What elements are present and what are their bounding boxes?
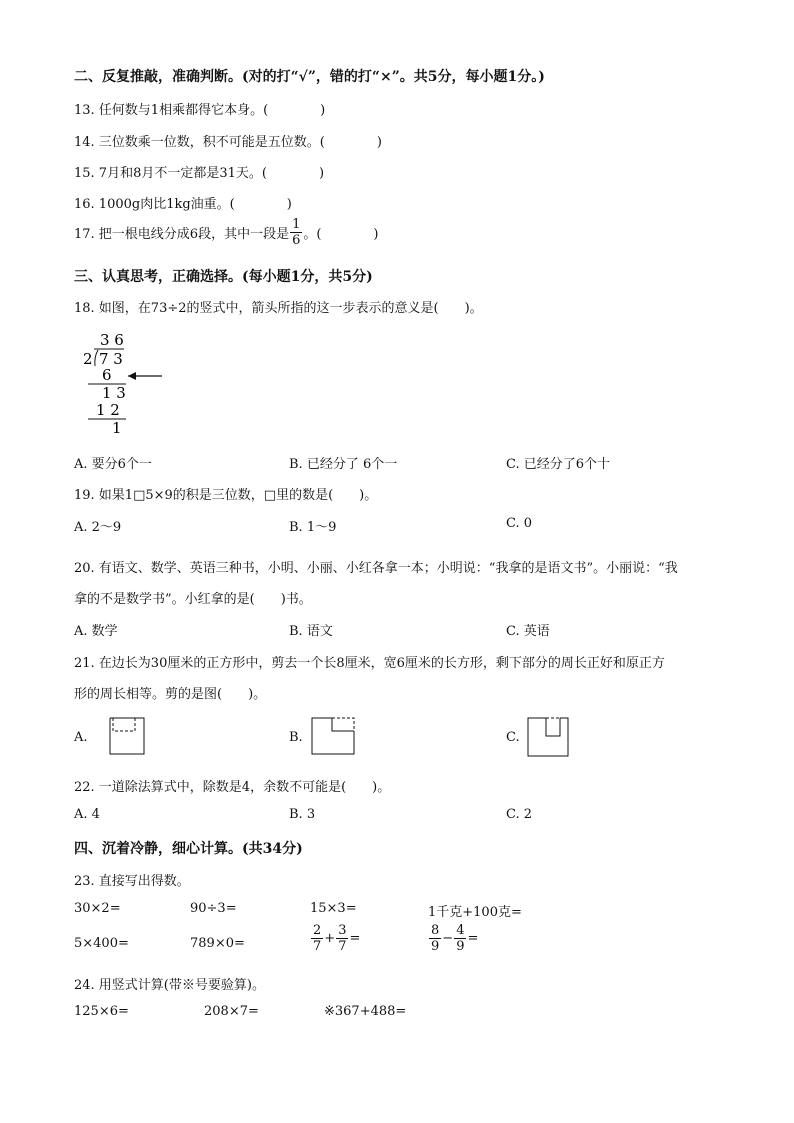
calc-789x0: 789×0=: [190, 936, 245, 951]
fraction: [311, 924, 323, 953]
q20-option-a: A. 数学: [74, 624, 118, 639]
fraction: [336, 924, 348, 953]
division-remainder: 1: [112, 419, 122, 437]
fraction-numerator: 1: [292, 217, 301, 232]
section3-title: 三、认真思考，正确选择。(每小题1分，共5分): [74, 269, 373, 285]
question-14: 14. 三位数乘一位数，积不可能是五位数。( ): [74, 135, 382, 150]
denominator: 7: [313, 939, 322, 954]
question-21-line2: 形的周长相等。剪的是图( )。: [74, 687, 267, 702]
division-divisor: 2: [83, 350, 93, 368]
cut-rect-dashed: [113, 718, 135, 731]
q20-option-c: C. 英语: [506, 624, 550, 639]
denominator: 9: [456, 939, 465, 954]
q18-option-b: B. 已经分了 6个一: [289, 457, 398, 472]
calc-367plus488: ※367+488=: [324, 1004, 407, 1019]
calc-90div3: 90÷3=: [190, 901, 237, 916]
arrow-head-icon: [128, 372, 136, 380]
section2-title: 二、反复推敲，准确判断。(对的打“√”，错的打“×”。共5分，每小题1分。): [74, 69, 545, 85]
numerator: 4: [456, 923, 465, 938]
q21-figure-c: [526, 716, 572, 758]
square-outline: [110, 718, 144, 754]
q21-option-b-label: B.: [289, 730, 303, 745]
numerator: 2: [313, 923, 322, 938]
question-13: 13. 任何数与1相乘都得它本身。( ): [74, 103, 326, 118]
long-division-figure: [72, 328, 172, 440]
calc-fraction-sub: [428, 924, 478, 953]
plus-sign: +: [324, 931, 336, 946]
question-16: 16. 1000g肉比1kg油重。( ): [74, 197, 292, 212]
cut-notch: [546, 718, 560, 736]
minus-sign: −: [442, 931, 454, 946]
calc-208x7: 208×7=: [204, 1004, 259, 1019]
question-19: 19. 如果1□5×9的积是三位数，□里的数是( )。: [74, 488, 378, 503]
q19-option-c: C. 0: [506, 516, 533, 531]
q22-option-a: A. 4: [74, 807, 100, 822]
denominator: 7: [338, 939, 347, 954]
square-outline: [312, 718, 354, 754]
q17-answer-blank: 。( ): [303, 227, 379, 242]
question-18: 18. 如图，在73÷2的竖式中，箭头所指的这一步表示的意义是( )。: [74, 301, 483, 316]
q18-option-a: A. 要分6个一: [74, 457, 152, 472]
calc-5x400: 5×400=: [74, 936, 129, 951]
division-step-12: 1 2: [96, 401, 120, 419]
question-22: 22. 一道除法算式中，除数是4，余数不可能是( )。: [74, 780, 391, 795]
question-20-line2: 拿的不是数学书”。小红拿的是( )书。: [74, 592, 312, 607]
q21-figure-a: [100, 716, 146, 756]
fraction: [454, 924, 466, 953]
division-quotient: 3 6: [100, 331, 124, 349]
q19-option-b: B. 1～9: [289, 520, 337, 535]
equals-sign: =: [467, 931, 479, 946]
q19-option-a: A. 2～9: [74, 520, 122, 535]
division-step-6: 6: [102, 366, 112, 384]
calc-15x3: 15×3=: [310, 901, 357, 916]
q21-option-a-label: A.: [74, 730, 88, 745]
fraction: [429, 924, 441, 953]
calc-kg-g: 1千克+100克=: [428, 905, 522, 920]
denominator: 9: [431, 939, 440, 954]
q22-option-b: B. 3: [289, 807, 316, 822]
q21-option-c-label: C.: [506, 730, 520, 745]
question-17: [74, 218, 379, 247]
division-bracket: [95, 350, 98, 366]
q18-option-c: C. 已经分了6个十: [506, 457, 611, 472]
calc-30x2: 30×2=: [74, 901, 121, 916]
q22-option-c: C. 2: [506, 807, 533, 822]
question-21-line1: 21. 在边长为30厘米的正方形中，剪去一个长8厘米，宽6厘米的长方形，剩下部分的周长正好和原正方: [74, 656, 665, 671]
numerator: 3: [338, 923, 347, 938]
q17-text: 17. 把一根电线分成6段，其中一段是: [74, 227, 290, 242]
question-24: 24. 用竖式计算(带※号要验算)。: [74, 978, 265, 993]
calc-125x6: 125×6=: [74, 1004, 129, 1019]
cut-rect-dashed: [332, 718, 354, 731]
section4-title: 四、沉着冷静，细心计算。(共34分): [74, 841, 303, 857]
fraction-denominator: 6: [292, 233, 301, 248]
calc-fraction-add: [310, 924, 360, 953]
square-outline: [528, 718, 568, 756]
division-dividend: 7 3: [99, 350, 123, 368]
numerator: 8: [431, 923, 440, 938]
division-step-13: 1 3: [102, 384, 126, 402]
q21-figure-b: [306, 716, 356, 756]
question-15: 15. 7月和8月不一定都是31天。( ): [74, 166, 325, 181]
equals-sign: =: [349, 931, 361, 946]
q20-option-b: B. 语文: [289, 624, 333, 639]
question-23: 23. 直接写出得数。: [74, 874, 190, 889]
cut-corner: [332, 718, 354, 731]
question-20-line1: 20. 有语文、数学、英语三种书，小明、小丽、小红各拿一本；小明说：“我拿的是语文书”。小丽说：“我: [74, 561, 678, 576]
fraction-one-sixth: [290, 218, 302, 247]
